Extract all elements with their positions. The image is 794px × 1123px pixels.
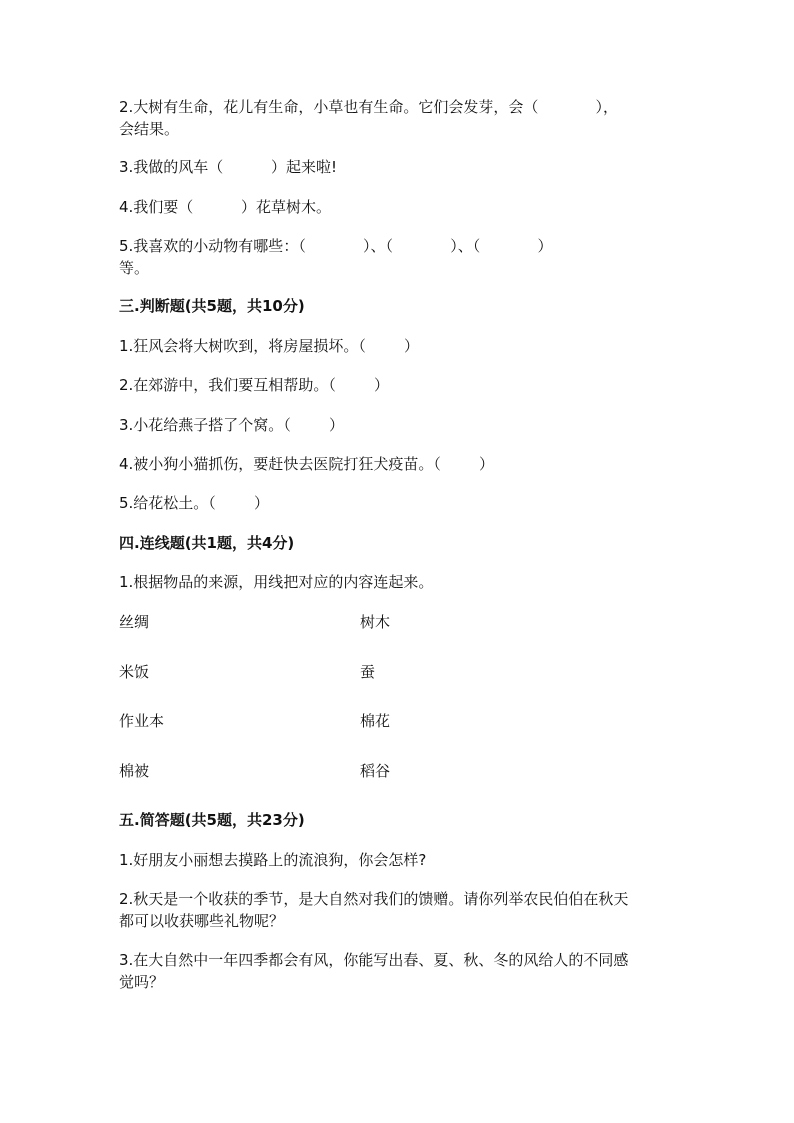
section3-item-1: 1.狂风会将大树吹到，将房屋损坏。（ ）	[119, 337, 419, 355]
match-right-item-2: 蚕	[360, 663, 376, 681]
match-left-item-1: 丝绸	[119, 613, 150, 631]
match-right-item-3: 棉花	[360, 712, 391, 730]
match-right-item-4: 稻谷	[360, 762, 391, 780]
section5-q1: 1.好朋友小丽想去摸路上的流浪狗，你会怎样?	[119, 851, 427, 869]
match-left-item-4: 棉被	[119, 762, 150, 780]
fill-blank-q3: 3.我做的风车（ ）起来啦!	[119, 158, 338, 176]
fill-blank-q5-line2: 等。	[119, 259, 150, 277]
section5-q3-line2: 觉吗？	[119, 973, 165, 991]
section5-heading: 五.简答题(共5题，共23分)	[119, 811, 305, 829]
match-left-item-3: 作业本	[119, 712, 165, 730]
section3-item-3: 3.小花给燕子搭了个窝。（ ）	[119, 416, 344, 434]
section3-item-2: 2.在郊游中，我们要互相帮助。（ ）	[119, 376, 389, 394]
fill-blank-q2-line2: 会结果。	[119, 120, 180, 138]
section4-question: 1.根据物品的来源，用线把对应的内容连起来。	[119, 573, 434, 591]
match-left-item-2: 米饭	[119, 663, 150, 681]
section4-heading: 四.连线题(共1题，共4分)	[119, 534, 295, 552]
fill-blank-q5-line1: 5.我喜欢的小动物有哪些：（ ）、（ ）、（ ）	[119, 237, 553, 255]
match-right-item-1: 树木	[360, 613, 391, 631]
section3-item-4: 4.被小狗小猫抓伤，要赶快去医院打狂犬疫苗。（ ）	[119, 455, 494, 473]
section5-q2-line1: 2.秋天是一个收获的季节，是大自然对我们的馈赠。请你列举农民伯伯在秋天	[119, 890, 629, 908]
section3-heading: 三.判断题(共5题，共10分)	[119, 297, 305, 315]
fill-blank-q2-line1: 2.大树有生命，花儿有生命，小草也有生命。它们会发芽，会（ ），	[119, 98, 619, 116]
fill-blank-q4: 4.我们要（ ）花草树木。	[119, 198, 331, 216]
section5-q2-line2: 都可以收获哪些礼物呢？	[119, 912, 285, 930]
section3-item-5: 5.给花松土。（ ）	[119, 494, 269, 512]
section5-q3-line1: 3.在大自然中一年四季都会有风，你能写出春、夏、秋、冬的风给人的不同感	[119, 951, 629, 969]
